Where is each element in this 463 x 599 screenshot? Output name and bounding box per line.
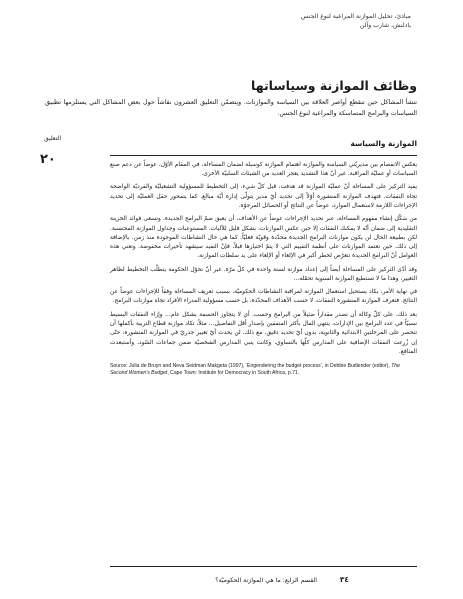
box-paragraph: وقد أدّى التركيز على المساءلة أيضاً إلى إعداد موازنة لسنة واحدة في كلّ مرّة. غير أنّ تحوّل الحكومة يتطلّب التخطيط لظاهر التغيير، وهذا ما لا تستطيع الموازنة السنوية تحمّله… [110, 266, 417, 282]
source-suffix: , Cape Town: Institute for Democracy in South Africa, p.71. [167, 370, 300, 377]
box-paragraph: في نهاية الأمر، يكاد يستحيل استعمال الموازنة لمراقبة النشاطات الحكوميّة، بسبب تعريف المساءلة وفقاً للإجراءات عوضاً عن النتائج. فتعرف الموازنة المنشورة النفقات، لا حسب الأهداف المحدّدة، بل حسب مسؤولية المدراء الأفراد تجاه موازنات البرامج. [110, 289, 417, 305]
footer-section-title: القسم الرابع: ما هي الموازنة الحكوميّة؟ [215, 577, 317, 584]
source-prefix: Source: Julia de Bruyn and Neva Seidman Makgeta (1997), ‘Engendering the budget process’, in Debbie Budlender (editor), [110, 363, 392, 370]
source-title: The Second Women's Budget [110, 363, 400, 377]
box-paragraph: يفيد التركيز على المساءلة أنّ عمليّة الموازنة قد هدفت، قبل كلّ شيء، إلى التخطيط للمسؤولية التشغيليّة والفرديّة الواضحة تجاه النفقات. فتهدف الموازنة المنشورة أوّلاً إلى تحديد أيّ مدير يتولّى إدارة أيّة مبالغ. كما يتمحور حقل العمليّة إلى تحديد الإجراءات اللازمة لاستعمال الموارد، عوضاً عن النتائج أو الحصائل المرجوّة. [110, 184, 417, 210]
running-head-authors: بادلنش، شارب وآلن [359, 22, 411, 29]
box-paragraph: يعكس الانفصام بين مديريّتي السياسة والموازنة اهتمام الموازنة كوسيلة لضمان المساءلة، في المقام الأوّل، عوضاً عن دعم صنع السياسات أو عمليّة المراقبة. غير أنّ هذا التشديد يعجز العديد من الشيئات السلبيّة الأخرى. [110, 162, 417, 178]
box-body [110, 161, 417, 381]
comment-number: ٢٠ [40, 152, 56, 167]
page-number: ٣٤ [339, 575, 349, 584]
running-head-title: مبادئ، تحليل الموازنة المراعية لنوع الجنس [300, 13, 411, 20]
box-paragraph: بعد ذلك، على كلّ وكالة أن تصدر مقداراً ضئيلاً من البرامج وحسب. أي لا يتجاوز الحسمة بشكل عام… وإزاء النفقات البسيط نسبيّاً في عدد البرامج بين الإدارات، ينتهي المال بأكثر المنفقين بإصدار أقل التفاصيل… مثلاً، تكاد موازنة قطاع التربية بأكملها أن تنحصر على المرحلتين الابتدائية والثانوية، بدون أيّ تحديد دقيق. مع ذلك، لن يحدث أيّ تغيير جذريّ في الموازنة المنشورة، حتّى إن زُرِعت النفقات الإضافية على المدارس كلّها بالتساوي، وكانت ينبي المدارس الشخصيّة ضمن جماعات السّود، وأستبعدت المنافع. [110, 311, 417, 355]
box-title: الموازنة والسياسة [350, 139, 417, 148]
box-bottom-rule [110, 566, 417, 567]
running-head [211, 12, 411, 30]
source-citation [110, 363, 417, 377]
section-intro: تنشأ المشاكل حين تنقطع أواصر العلاقة بين السياسة والموازنات. ويتضمّن التعليق العشرون نقاشاً حول بعض المشاكل التي يستلزمها تطبيق السياسات والبرامج المتماسكة والمراعية لنوع الجنس. [45, 99, 417, 117]
section-title: وظائف الموازنة وسياساتها [251, 78, 417, 93]
box-top-rule [110, 155, 417, 156]
box-paragraph: من شكّل إنشاء مفهوم المساءلة، عبر تحديد الإجراءات عوضاً عن الأهداف، أن يعيق ضمّ البرامج الجديدة. وتسعى فوائد الخزينة التقليدية إلى ضمان أنّه لا يمكنك النفقات إلا حين عكس الموازنات، بشكل قليل للآليات. المستوعبات وجداول الموازنة المحتسبة. لكن بطبيعة الحال لن يكون موازنات البرامج الجديدة محدّدة وقويّة فعليّاً. كما هي حال النشاطات الموجودة منذ زمن. بالإضافة إلى ذلك، حين تعتمد الموازنات على أنظمة التقييم التي لا يتمّ اختيارها قبلاً، فإنّ التفيد سيشهد تأخيرات مخفوضة. وتعني هذه العوامل أنّ البرامج الجديدة تتعرّض لخطر أكبر في الإلغاء أو الإلغاء على يد سلطات الموازنة. [110, 216, 417, 260]
comment-label: التعليق [44, 135, 62, 142]
